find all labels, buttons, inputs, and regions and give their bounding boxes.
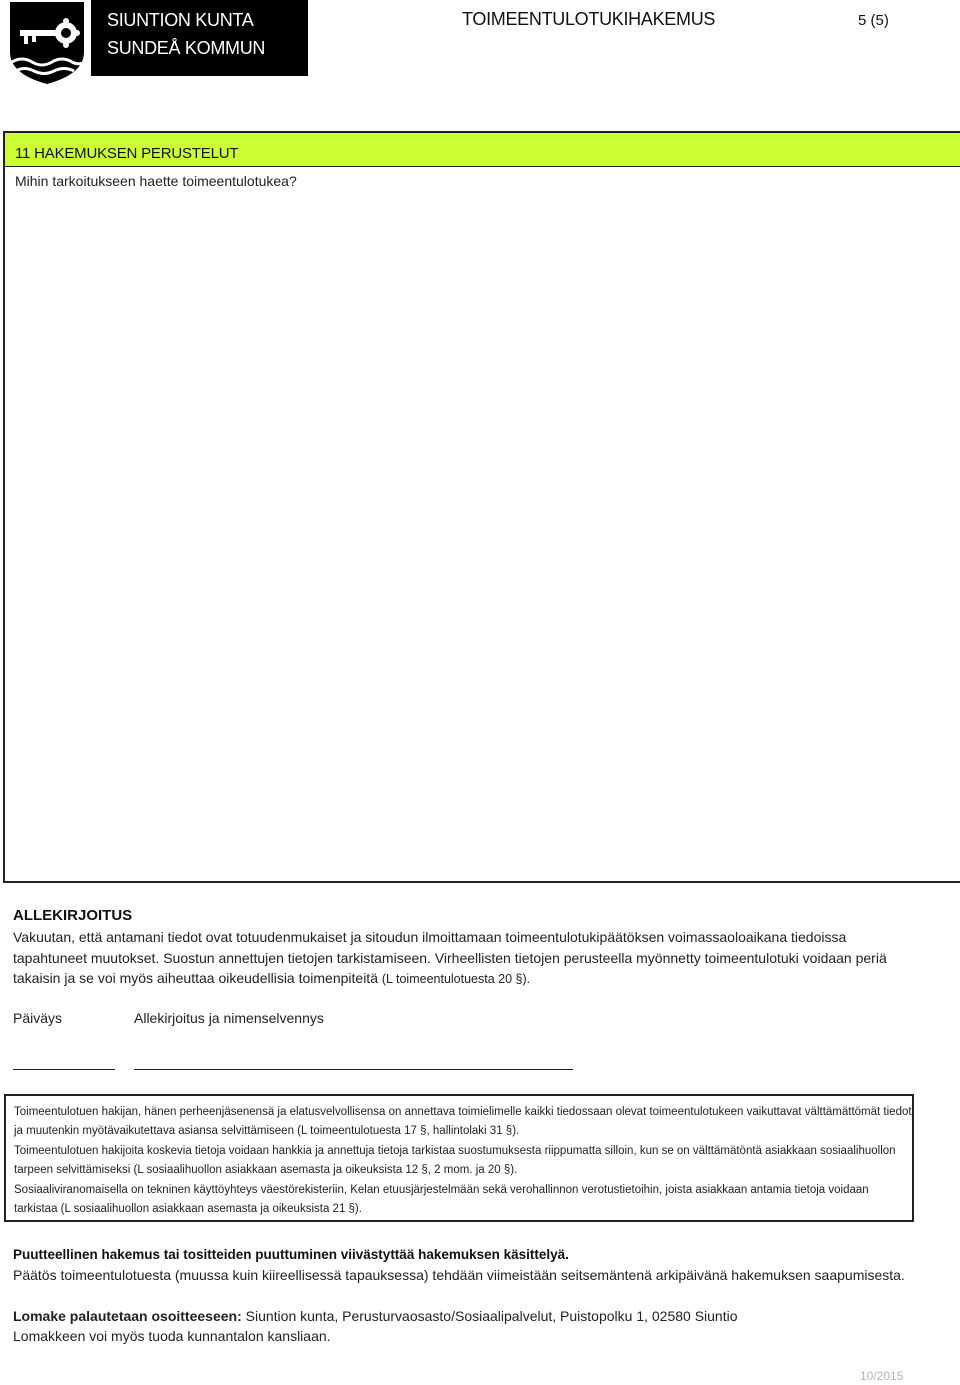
page-number: 5 (5) xyxy=(858,12,889,29)
document-header xyxy=(0,0,960,95)
declaration-law-reference: (L toimeentulotuesta 20 §). xyxy=(381,972,531,986)
application-grounds-section xyxy=(3,131,960,883)
signature-label: Allekirjoitus ja nimenselvennys xyxy=(134,1010,324,1026)
section-title: 11 HAKEMUKSEN PERUSTELUT xyxy=(5,133,960,167)
return-address xyxy=(13,1306,913,1327)
municipality-name-sv: SUNDEÅ KOMMUN xyxy=(107,38,266,58)
municipality-name-box xyxy=(91,0,308,76)
return-address-value: Siuntion kunta, Perusturvaosasto/Sosiaalipalvelut, Puistopolku 1, 02580 Siuntio xyxy=(241,1307,738,1324)
form-title: TOIMEENTULOTUKIHAKEMUS xyxy=(462,9,716,29)
signature-section xyxy=(13,906,913,990)
info-paragraph-1: Toimeentulotuen hakijan, hänen perheenjäsenensä ja elatusvelvollisensa on annettava toimielimelle kaikki tiedossaan olevat toimeentulotukeen vaikuttavat välttämättömät tiedot ja muutenkin myötävaikutettava asiansa selvittämiseen (L toimeentulotuesta 17 §, hallintolaki 31 §). xyxy=(14,1106,912,1138)
signature-line[interactable] xyxy=(134,1069,573,1070)
footer-notes xyxy=(13,1245,913,1347)
delivery-note: Lomakkeen voi myös tuoda kunnantalon kansliaan. xyxy=(13,1328,331,1344)
declaration-text xyxy=(13,927,913,990)
decision-deadline-text: Päätös toimeentulotuesta (muussa kuin kiireellisessä tapauksessa) tehdään viimeistään seitsemäntenä arkipäivänä hakemuksen saapumisesta. xyxy=(13,1267,905,1283)
purpose-question: Mihin tarkoitukseen haette toimeentulotukea? xyxy=(15,173,297,189)
declaration-body: Vakuutan, että antamani tiedot ovat totuudenmukaiset ja sitoudun ilmoittamaan toimeentulotukipäätöksen voimassaoloaikana tiedoissa tapahtuneet muutokset. Suostun annettujen tietojen tarkistamiseen. Virheellisten tietojen perusteella myönnetty toimeentulotuki voidaan periä takaisin ja se voi myös aiheuttaa oikeudellisia toimenpiteitä xyxy=(13,929,887,986)
date-line[interactable] xyxy=(13,1069,115,1070)
info-paragraph-3: Sosiaaliviranomaisella on tekninen käyttöyhteys väestörekisteriin, Kelan etuusjärjestelmään sekä verohallinnon verotustietoihin, joista asiakkaan antamia tietoja voidaan tarkistaa (L sosiaalihuollon asiakkaan asemasta ja oikeuksista 21 §). xyxy=(14,1183,869,1216)
date-label: Päiväys xyxy=(13,1010,63,1026)
municipality-name-fi: SIUNTION KUNTA xyxy=(107,10,254,30)
municipality-crest-icon xyxy=(10,2,84,84)
form-version: 10/2015 xyxy=(860,1369,904,1383)
signature-title: ALLEKIRJOITUS xyxy=(13,907,133,924)
return-address-label: Lomake palautetaan osoitteeseen: xyxy=(13,1307,242,1324)
info-paragraph-2: Toimeentulotuen hakijoita koskevia tietoja voidaan hankkia ja annettuja tietoja tarkistaa suostumuksesta riippumatta silloin, kun se on välttämätöntä asiakkaan sosiaalihuollon tarpeen selvittämiseksi (L sosiaalihuollon asiakkaan asemasta ja oikeuksista 12 §, 2 mom. ja 20 §). xyxy=(14,1144,896,1177)
legal-info-box xyxy=(4,1094,914,1222)
incomplete-application-warning: Puutteellinen hakemus tai tositteiden puuttuminen viivästyttää hakemuksen käsittelyä. xyxy=(13,1247,569,1262)
